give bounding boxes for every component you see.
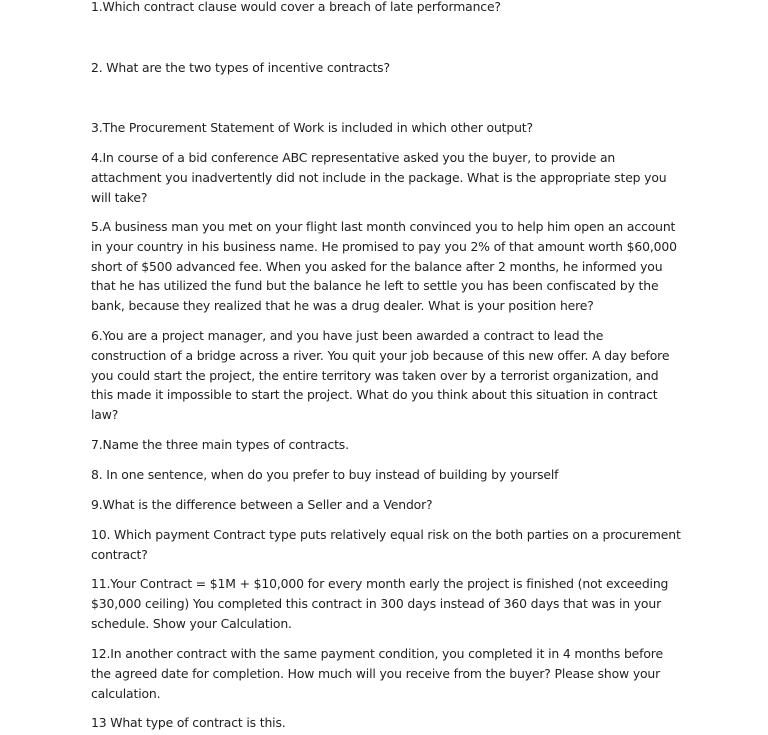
question-13: 13 What type of contract is this. — [91, 715, 286, 730]
question-9: 9.What is the difference between a Seller and a Vendor? — [91, 497, 433, 512]
question-7: 7.Name the three main types of contracts. — [91, 437, 349, 452]
question-11: 11.Your Contract = $1M + $10,000 for every month early the project is finished (not exceeding $30,000 ceiling) You completed this contract in 300 days instead of 360 days that was in your schedule. Show your Calculation. — [91, 576, 669, 631]
question-3: 3.The Procurement Statement of Work is included in which other output? — [91, 120, 533, 135]
question-10: 10. Which payment Contract type puts relatively equal risk on the both parties on a procurement contract? — [91, 527, 681, 562]
question-12: 12.In another contract with the same payment condition, you completed it in 4 months before the agreed date for completion. How much will you receive from the buyer? Please show your calculation. — [91, 646, 663, 701]
question-5: 5.A business man you met on your flight last month convinced you to help him open an account in your country in his business name. He promised to pay you 2% of that amount worth $60,000 short of $500 advanced fee. When you asked for the balance after 2 months, he informed you that he has utilized the fund but the balance he left to settle you has been confiscated by the bank, because they realized that he was a drug dealer. What is your position here? — [91, 219, 677, 314]
question-4: 4.In course of a bid conference ABC representative asked you the buyer, to provide an attachment you inadvertently did not include in the package. What is the appropriate step you will take? — [91, 150, 667, 205]
question-2: 2. What are the two types of incentive contracts? — [91, 60, 390, 75]
question-6: 6.You are a project manager, and you have just been awarded a contract to lead the construction of a bridge across a river. You quit your job because of this new offer. A day before you could start the project, the entire territory was taken over by a terrorist organization, and this made it impossible to start the project. What do you think about this situation in contract law? — [91, 328, 670, 423]
question-1: 1.Which contract clause would cover a breach of late performance? — [91, 0, 501, 14]
question-8: 8. In one sentence, when do you prefer to buy instead of building by yourself — [91, 467, 559, 482]
